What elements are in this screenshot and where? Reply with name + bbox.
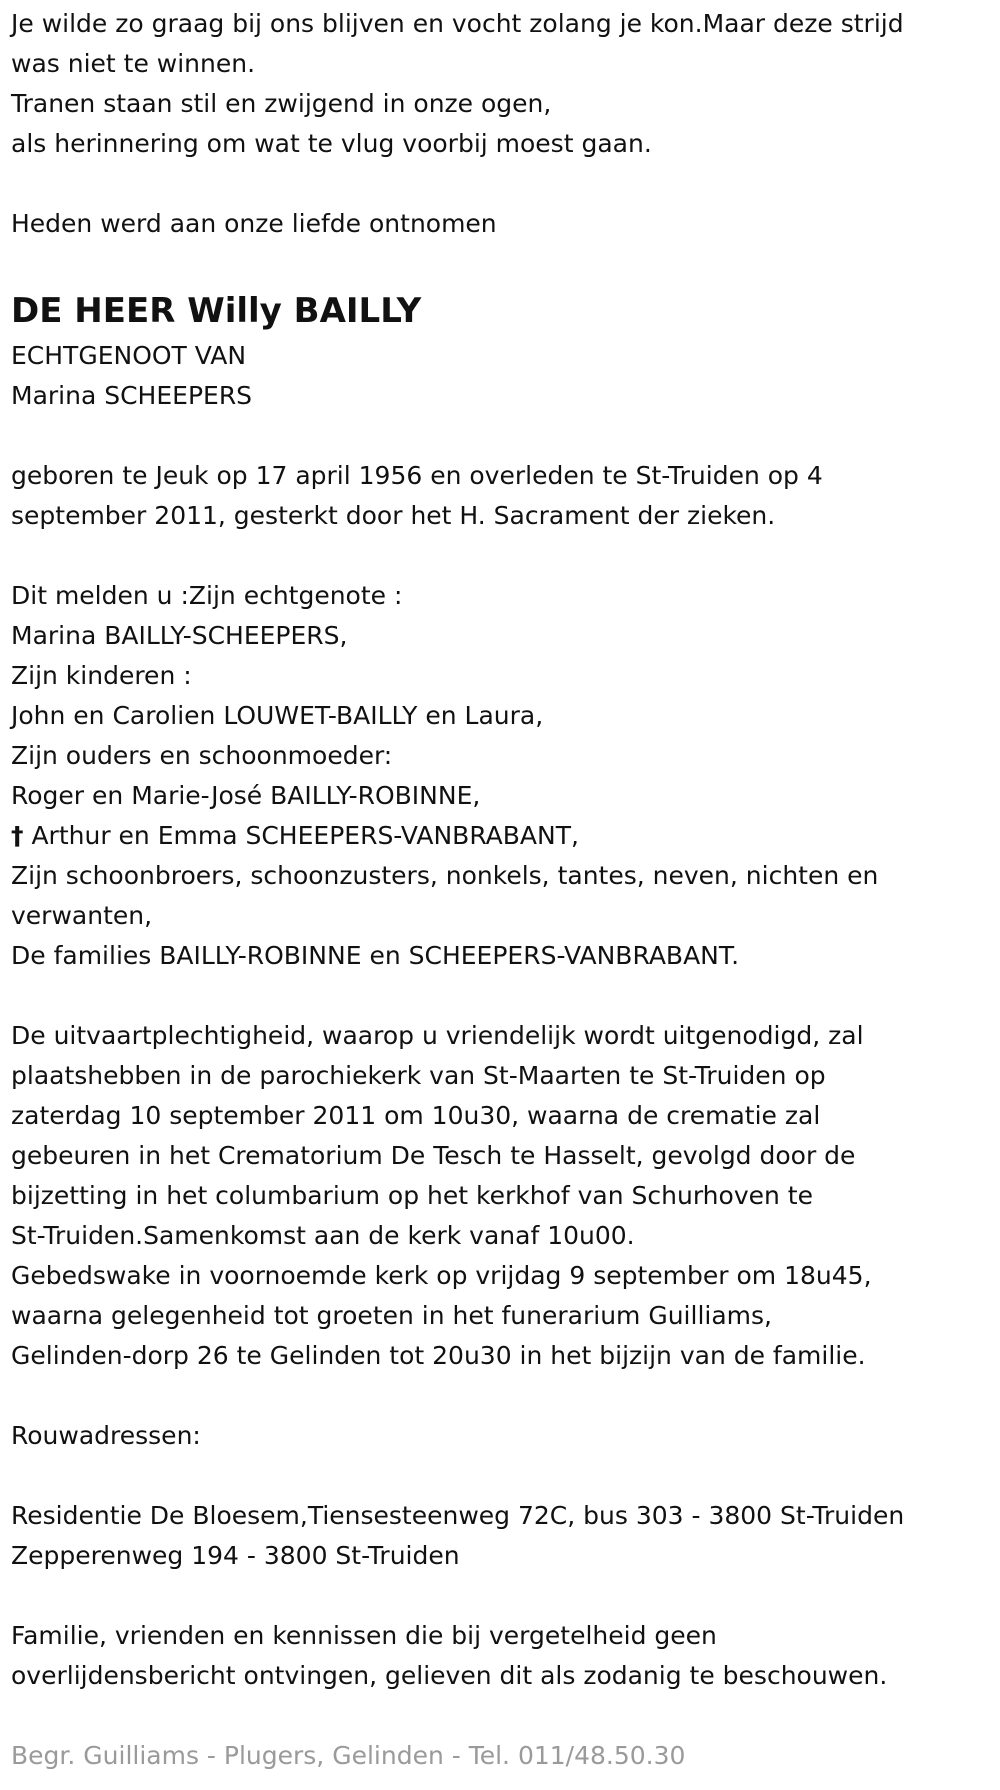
family-line: Zijn schoonbroers, schoonzusters, nonkels, tantes, neven, nichten en (11, 861, 879, 890)
ceremony-section (11, 1016, 986, 1376)
cross-icon: † (11, 821, 24, 850)
intro-section (11, 4, 986, 244)
spacer (11, 1576, 986, 1616)
family-section (11, 576, 986, 976)
spacer (11, 164, 986, 204)
relation-label: ECHTGENOOT VAN (11, 341, 247, 370)
obituary-document (11, 4, 986, 1776)
deceased-parents: Arthur en Emma SCHEEPERS-VANBRABANT, (23, 821, 579, 850)
spouse-name: Marina SCHEEPERS (11, 381, 253, 410)
announcement-line: Heden werd aan onze liefde ontnomen (11, 209, 497, 238)
ceremony-line: De uitvaartplechtigheid, waarop u vriendelijk wordt uitgenodigd, zal (11, 1021, 864, 1050)
spacer (11, 536, 986, 576)
birth-death-line: september 2011, gesterkt door het H. Sacrament der zieken. (11, 501, 776, 530)
spacer (11, 976, 986, 1016)
closing-line: overlijdensbericht ontvingen, gelieven dit als zodanig te beschouwen. (11, 1661, 888, 1690)
family-line: Marina BAILLY-SCHEEPERS, (11, 621, 348, 650)
spacer (11, 1376, 986, 1416)
ceremony-line: St-Truiden.Samenkomst aan de kerk vanaf 10u00. (11, 1221, 635, 1250)
family-line-deceased (11, 816, 986, 856)
ceremony-line: plaatshebben in de parochiekerk van St-Maarten te St-Truiden op (11, 1061, 826, 1090)
ceremony-line: bijzetting in het columbarium op het kerkhof van Schurhoven te (11, 1181, 813, 1210)
funeral-home-footer: Begr. Guilliams - Plugers, Gelinden - Tel. 011/48.50.30 (11, 1741, 686, 1770)
closing-line: Familie, vrienden en kennissen die bij vergetelheid geen (11, 1621, 717, 1650)
family-line: Zijn ouders en schoonmoeder: (11, 741, 393, 770)
family-line: Roger en Marie-José BAILLY-ROBINNE, (11, 781, 481, 810)
family-line: Zijn kinderen : (11, 661, 192, 690)
intro-line: was niet te winnen. (11, 49, 256, 78)
ceremony-line: Gelinden-dorp 26 te Gelinden tot 20u30 in het bijzijn van de familie. (11, 1341, 866, 1370)
spacer (11, 1456, 986, 1496)
addresses-section (11, 1416, 986, 1576)
family-line: Dit melden u :Zijn echtgenote : (11, 581, 403, 610)
deceased-section (11, 286, 986, 416)
spacer (11, 1696, 986, 1736)
birth-death-line: geboren te Jeuk op 17 april 1956 en overleden te St-Truiden op 4 (11, 461, 823, 490)
family-line: John en Carolien LOUWET-BAILLY en Laura, (11, 701, 544, 730)
birth-death-section (11, 456, 986, 536)
ceremony-line: Gebedswake in voornoemde kerk op vrijdag 9 september om 18u45, (11, 1261, 872, 1290)
closing-section (11, 1616, 986, 1696)
family-line: verwanten, (11, 901, 153, 930)
deceased-name: DE HEER Willy BAILLY (11, 291, 422, 331)
spacer (11, 416, 986, 456)
address-line: Residentie De Bloesem,Tiensesteenweg 72C, bus 303 - 3800 St-Truiden (11, 1501, 905, 1530)
intro-line: Tranen staan stil en zwijgend in onze ogen, (11, 89, 552, 118)
ceremony-line: gebeuren in het Crematorium De Tesch te Hasselt, gevolgd door de (11, 1141, 856, 1170)
family-line: De families BAILLY-ROBINNE en SCHEEPERS-VANBRABANT. (11, 941, 740, 970)
intro-line: Je wilde zo graag bij ons blijven en vocht zolang je kon.Maar deze strijd (11, 9, 904, 38)
ceremony-line: waarna gelegenheid tot groeten in het funerarium Guilliams, (11, 1301, 772, 1330)
addresses-heading: Rouwadressen: (11, 1421, 201, 1450)
spacer (11, 244, 986, 284)
intro-line: als herinnering om wat te vlug voorbij moest gaan. (11, 129, 652, 158)
ceremony-line: zaterdag 10 september 2011 om 10u30, waarna de crematie zal (11, 1101, 821, 1130)
address-line: Zepperenweg 194 - 3800 St-Truiden (11, 1541, 460, 1570)
